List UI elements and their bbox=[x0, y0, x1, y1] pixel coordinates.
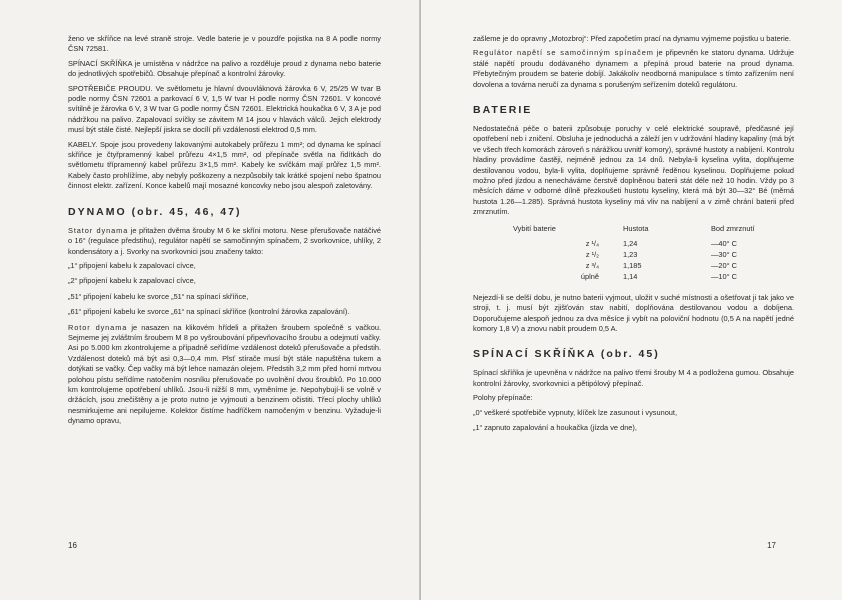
paragraph: Nejezdí-li se delší dobu, je nutno baterii vyjmout, uložit v suché místnosti a ošetřovat ji tak jako ve stroji, t. j. musí být zjišťován stav nabití, doplňována destilovanou vodou a dobíjena. Doporučujeme alespoň jednou za dva měsíce ji vybít na poloviční hodnotu (0,5 A na napětí jedné komory 1,8 V) a znovu nabít proudem 0,5 A. bbox=[473, 292, 794, 333]
right-page bbox=[421, 0, 842, 600]
switch-position-list bbox=[473, 408, 794, 434]
page-number: 16 bbox=[68, 541, 77, 550]
column-header: Vybití baterie bbox=[513, 223, 556, 233]
paragraph: Rotor dynama je nasazen na klikovém hřídeli a přitažen šroubem společně s vačkou. Sejmeme jej zvláštním šroubem M 8 po vyšroubování připevňovacího šroubu a odejmutí vačky. Asi po 5.000 km zkontrolujeme a případně seřídíme vzdálenost doteků přerušovače a předstih. Vzdálenost doteků má být asi 0,3—0,4 mm. Plsť stírače musí být stále napuštěna tukem a dotýkati se vačky. Čep vačky má být lehce namazán olejem. Předstih 3,2 mm před horní mrtvou polohou pístu seřídíme natočením nosníku přerušovače po uvolnění dvou šroubků. Po 10.000 km kontrolujeme opotřebení uhlíků. Jsou-li nižší 8 mm, vyměníme je. Nepohybují-li se volně v držácích, jsou znečištěny a je proto nutno je vyjmouti a benzinem očistiti. Třecí plochy uhlíků nesmirkujeme ani nepilujeme. Kolektor čistíme hadříčkem namočeným v benzinu. Vyžaduje-li dynamo opravu, bbox=[68, 322, 381, 426]
lead-term: Regulátor napětí se samočinným spínačem bbox=[473, 48, 654, 58]
paragraph: SPÍNACÍ SKŘÍŇKA je umístěna v nádržce na palivo a rozděluje proud z dynama nebo baterie do jednotlivých spotřebičů. Obsahuje přepínač a kontrolní žárovky. bbox=[68, 58, 381, 79]
lead-term: KABELY. bbox=[68, 139, 98, 149]
section-heading-baterie: BATERIE bbox=[473, 104, 533, 117]
column-header: Hustota bbox=[623, 223, 649, 233]
page-number: 17 bbox=[767, 541, 776, 550]
list-item: „1“ připojení kabelu k zapalovací cívce, bbox=[68, 260, 196, 270]
paragraph: zašleme je do opravny „Motozbroj“: Před započetím prací na dynamu vyjmeme pojistku u baterie. bbox=[473, 34, 791, 43]
paragraph: SPOTŘEBIČE PROUDU. Ve světlometu je hlavní dvouvláknová žárovka 6 V, 25/25 W tvar B podle normy ČSN 72601 a parkovací 6 V, 1,5 W tvar H podle normy ČSN 72601. V koncové svítilně je žárovka 6 V, 3 W tvar G podle normy ČSN 72601. Elektrická houkačka 6 V, 3 A je pod nádržkou na palivo. Zapalovací svíčky se závitem M 14 jsou v hlavách válců. Jejich elektrody musí být stále čisté. Nejlepší jiskra se docílí při vzdálenosti elektrod 0,5 mm. bbox=[68, 83, 381, 135]
list-item: „0“ veškeré spotřebiče vypnuty, klíček lze zasunout i vysunout, bbox=[473, 407, 678, 417]
table-row: z ¹/₂ 1,23 —30° C bbox=[585, 249, 737, 259]
paragraph: Polohy přepínače: bbox=[473, 393, 533, 403]
table-row: úplně 1,14 —10° C bbox=[580, 271, 737, 281]
list-item: „1“ zapnuto zapalování a houkačka (jízda ve dne), bbox=[473, 422, 637, 432]
list-item: „51“ připojení kabelu ke svorce „51“ na spínací skříňce, bbox=[68, 291, 249, 301]
section-heading-dynamo: DYNAMO (obr. 45, 46, 47) bbox=[68, 205, 242, 218]
lead-term: Stator dynama bbox=[68, 225, 129, 235]
lead-term: SPOTŘEBIČE PROUDU. bbox=[68, 83, 153, 93]
lead-term: Rotor dynama bbox=[68, 322, 128, 332]
lead-term: SPÍNACÍ SKŘÍŇKA bbox=[68, 58, 133, 68]
paragraph: ženo ve skříňce na levé straně stroje. Vedle baterie je v pouzdře pojistka na 8 A podle normy ČSN 72581. bbox=[68, 34, 381, 54]
paragraph: KABELY. Spoje jsou provedeny lakovanými autokabely průřezu 1 mm²; od dynama ke spínací skříňce je čtyřpramenný kabel průřezu 4×1,5 mm², od přepínače světla na řidítkách do světlometu třípramenný kabel průřezu 3×1,5 mm². Kabely ke svíčkám mají průřez 1,5 mm². Kabely často prohlížíme, aby nebyly poškozeny a nezpůsobily tak krátké spojení nebo špatnou činnost elektr. zařízení. Konce kabelů mají mosazné koncovky nebo jsou alespoň zaletovány. bbox=[68, 139, 381, 191]
paragraph: Stator dynama je přitažen dvěma šrouby M 6 ke skříni motoru. Nese přerušovače natáčivé o 16° (regulace předstihu), regulátor napětí se samočinným spínačem, 2 svorkovnice, uhlíky, 2 kondensátory a j. Svorky na svorkovnici jsou značeny takto: bbox=[68, 225, 382, 256]
table-header-row bbox=[513, 224, 781, 239]
paragraph: Regulátor napětí se samočinným spínačem je připevněn ke statoru dynama. Udržuje stálé napětí proudu dodávaného dynamem a přepíná proud baterie na proud dynama. Přebytečným proudem se baterie dobíjí. Jakákoliv neodborná manipulace s tímto zařízením není dovolena a továrna neručí za dynama s porušeným seřízením doteků regulátoru. bbox=[473, 48, 794, 89]
paragraph: Nedostatečná péče o baterii způsobuje poruchy v celé elektrické soupravě, předčasné její opotřebení neb i zničení. Obsluha je jednoduchá a záleží jen v udržování hladiny kapaliny (má být ve všech třech komorách zároveň s nárážkou uvnitř komory), správné hustoty a nabíjení. Kontrolu hladiny provádíme častěji, nejméně jednou za 14 dnů. Nebyla-li kyselina vylita, doplňujeme destilovanou vodou, byla-li vylita, doplňujeme správně ředěnou kyselinou. Doplňujeme pokud možno před jízdou a nenecháváme čerstvě doplněnou baterii stát déle než 10 hodin. Vždy po 3 měsících dáme v odborné dílně přezkoušeti hustotu kyseliny, která má být 30—32° Bé (měrná hustota 1.26—1.285). Správná hustota kyseliny má vliv na nabíjení a v zimě chrání baterii před zmrznutím. bbox=[473, 124, 794, 217]
list-item: „61“ připojení kabelu ke svorce „61“ na spínací skříňce (kontrolní žárovka zapalování). bbox=[68, 307, 350, 317]
battery-density-table bbox=[513, 224, 781, 283]
section-heading-spinaci-skrinka: SPÍNACÍ SKŘÍŇKA (obr. 45) bbox=[473, 348, 660, 361]
terminal-list bbox=[68, 261, 381, 318]
table-row: z ³/₄ 1,185 —20° C bbox=[585, 260, 737, 270]
table-row: z ¹/₄ 1,24 —40° C bbox=[585, 238, 737, 248]
column-header: Bod zmrznutí bbox=[711, 223, 755, 233]
paragraph: Spínací skříňka je upevněna v nádržce na palivo třemi šrouby M 4 a podložena gumou. Obsahuje kontrolní žárovky, svorkovnici a pětipólový přepínač. bbox=[473, 368, 794, 388]
list-item: „2“ připojení kabelu k zapalovací cívce, bbox=[68, 276, 196, 286]
